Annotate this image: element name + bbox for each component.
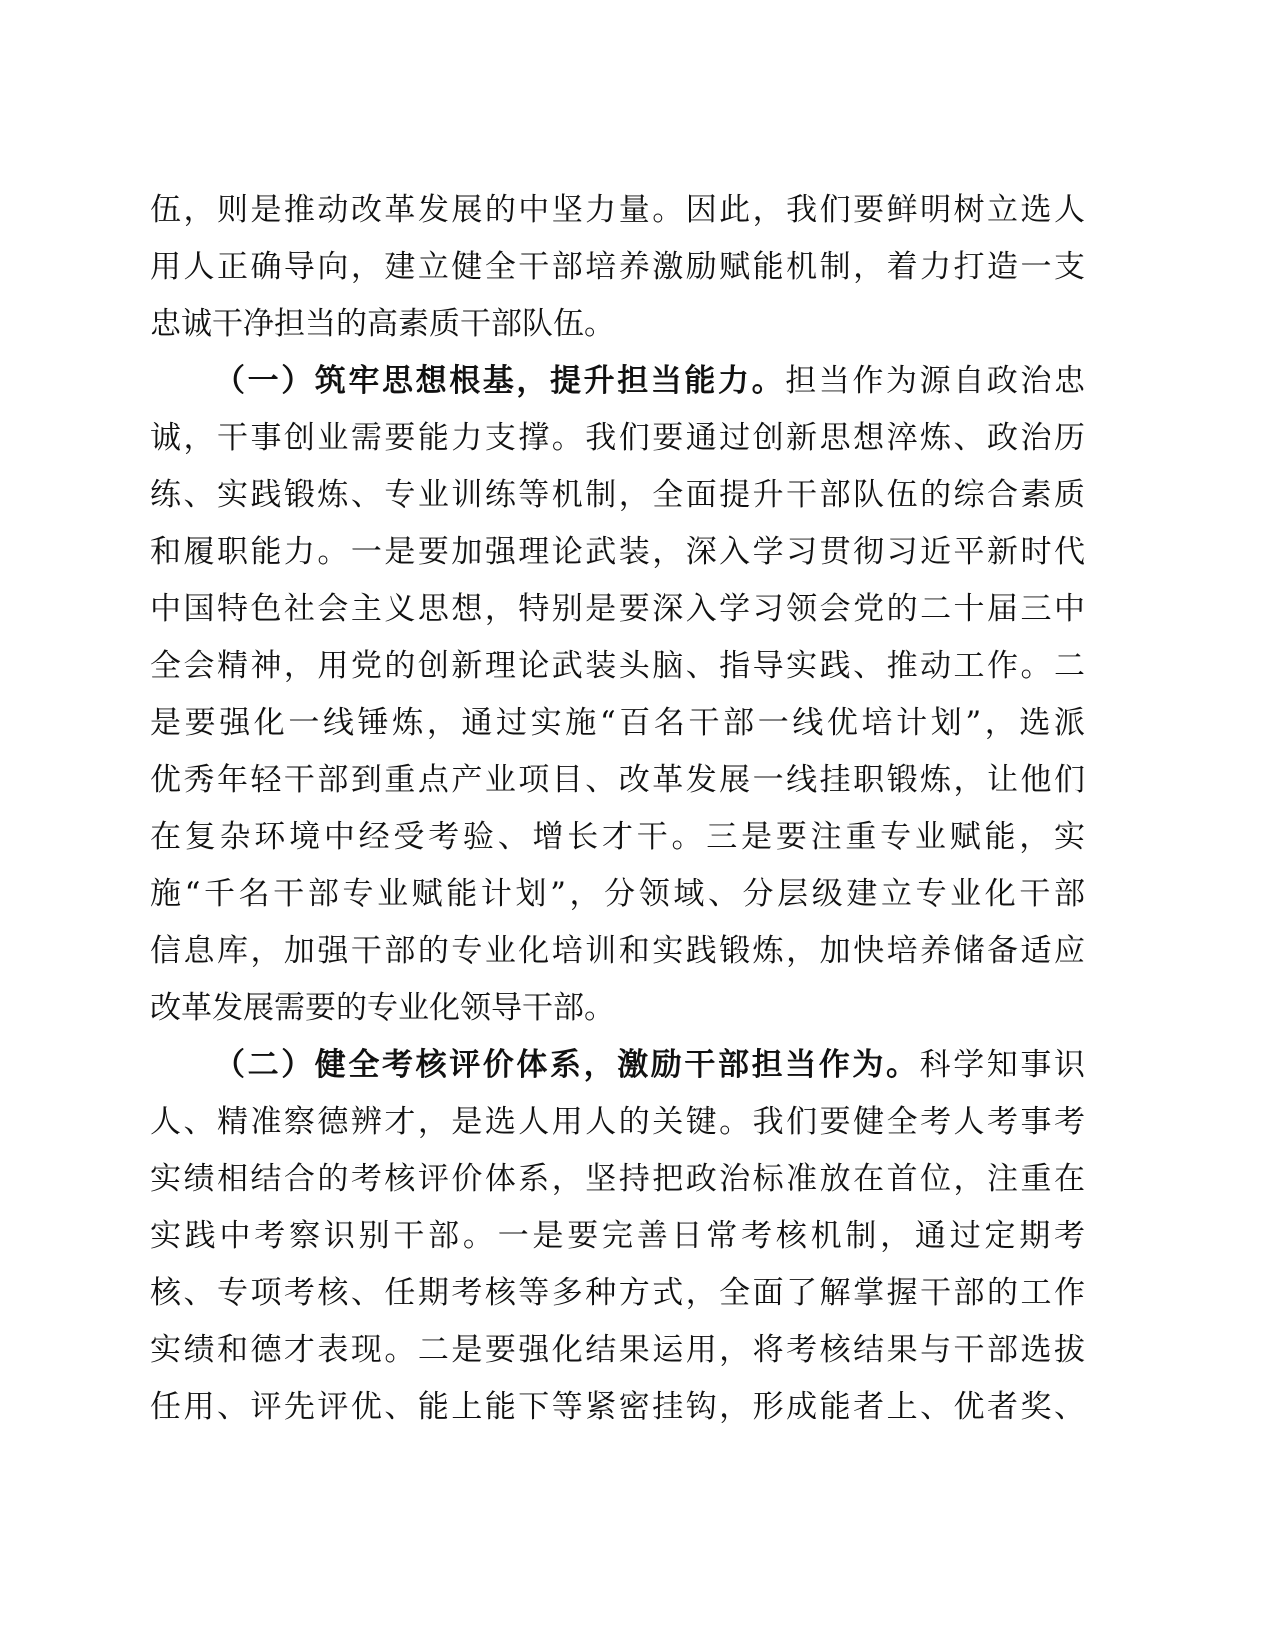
body-line: 全会精神，用党的创新理论武装头脑、指导实践、推动工作。二 [150,648,1085,684]
document-body [150,182,1085,1436]
body-line: 和履职能力。一是要加强理论武装，深入学习贯彻习近平新时代 [150,534,1085,570]
section-first-line [150,353,1085,410]
body-line: 实践中考察识别干部。一是要完善日常考核机制，通过定期考 [150,1218,1085,1254]
body-line: 诚，干事创业需要能力支撑。我们要通过创新思想淬炼、政治历 [150,420,1085,456]
section-heading: （一）筑牢思想根基，提升担当能力。 [214,363,786,399]
body-line: 改革发展需要的专业化领导干部。 [150,990,615,1026]
body-line: 练、实践锻炼、专业训练等机制，全面提升干部队伍的综合素质 [150,477,1085,513]
section-heading: （二）健全考核评价体系，激励干部担当作为。 [214,1047,920,1083]
body-line: 核、专项考核、任期考核等多种方式，全面了解掌握干部的工作 [150,1275,1085,1311]
body-line: 施“千名干部专业赋能计划”，分领域、分层级建立专业化干部 [150,876,1085,912]
body-line: 伍，则是推动改革发展的中坚力量。因此，我们要鲜明树立选人 [150,192,1085,228]
body-text: 科学知事识 [919,1047,1086,1083]
body-line: 忠诚干净担当的高素质干部队伍。 [150,306,615,342]
body-text: 担当作为源自政治忠 [785,363,1086,399]
body-line: 实绩和德才表现。二是要强化结果运用，将考核结果与干部选拔 [150,1332,1085,1368]
body-line: 是要强化一线锤炼，通过实施“百名干部一线优培计划”，选派 [150,705,1085,741]
body-line: 用人正确导向，建立健全干部培养激励赋能机制，着力打造一支 [150,249,1085,285]
body-line: 中国特色社会主义思想，特别是要深入学习领会党的二十届三中 [150,591,1085,627]
body-line: 优秀年轻干部到重点产业项目、改革发展一线挂职锻炼，让他们 [150,762,1085,798]
body-line: 实绩相结合的考核评价体系，坚持把政治标准放在首位，注重在 [150,1161,1085,1197]
body-line: 在复杂环境中经受考验、增长才干。三是要注重专业赋能，实 [150,819,1085,855]
body-line: 人、精准察德辨才，是选人用人的关键。我们要健全考人考事考 [150,1104,1085,1140]
body-line: 信息库，加强干部的专业化培训和实践锻炼，加快培养储备适应 [150,933,1085,969]
section-first-line [150,1037,1085,1094]
body-line: 任用、评先评优、能上能下等紧密挂钩，形成能者上、优者奖、 [150,1389,1085,1425]
